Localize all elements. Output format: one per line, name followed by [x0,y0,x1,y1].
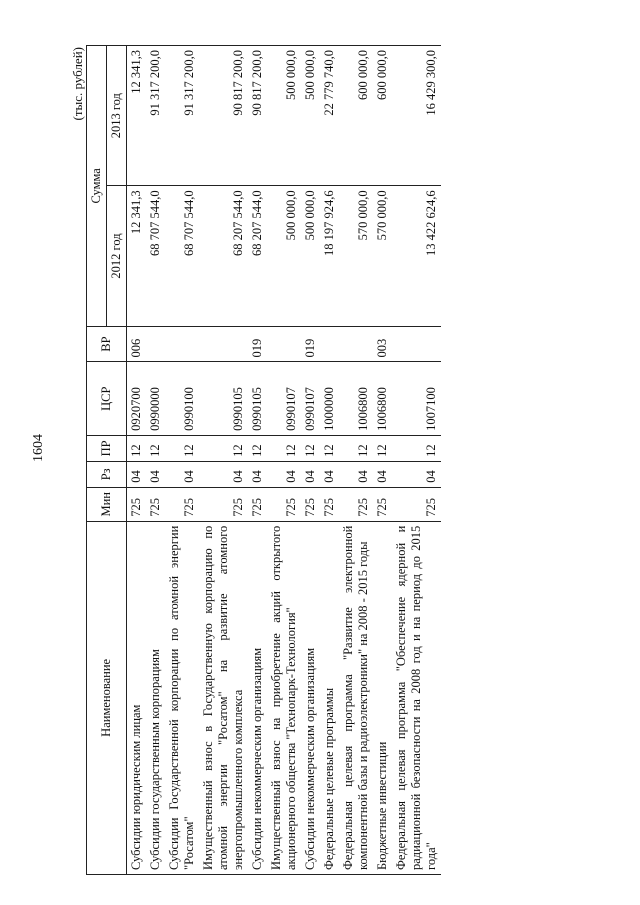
row-vr [199,326,248,362]
table-row [146,46,165,875]
row-pr: 12 [392,435,441,461]
row-2013: 90 817 200,0 [199,46,248,186]
row-rz: 04 [392,461,441,487]
row-vr [320,326,339,362]
header-min: Мин [87,487,127,521]
header-rz: Рз [87,461,127,487]
rotated-page [70,45,590,875]
row-rz: 04 [301,461,320,487]
row-name: Бюджетные инвестиции [373,521,392,874]
table-row [392,46,441,875]
row-rz: 04 [373,461,392,487]
row-2012: 570 000,0 [373,186,392,326]
row-2013: 500 000,0 [301,46,320,186]
row-pr: 12 [146,435,165,461]
row-2013: 91 317 200,0 [146,46,165,186]
row-rz: 04 [339,461,373,487]
row-2012: 570 000,0 [339,186,373,326]
row-min: 725 [392,487,441,521]
header-pr: ПР [87,435,127,461]
row-rz: 04 [248,461,267,487]
row-csr: 0990107 [301,362,320,435]
header-name: Наименование [87,521,127,874]
row-csr: 1006800 [373,362,392,435]
row-2012: 18 197 924,6 [320,186,339,326]
row-csr: 0920700 [127,362,147,435]
header-row [87,46,107,875]
row-min: 725 [267,487,301,521]
row-2012: 68 207 544,0 [248,186,267,326]
table-row [248,46,267,875]
header-2013: 2013 год [107,46,127,186]
page-number: 1604 [31,434,46,462]
row-2013: 16 429 300,0 [392,46,441,186]
row-name: Субсидии юридическим лицам [127,521,147,874]
row-name: Имущественный взнос на приобретение акций открытого акционерного общества "Технопарк-Технология" [267,521,301,874]
row-vr [339,326,373,362]
row-2013: 12 341,3 [127,46,147,186]
row-csr: 1000000 [320,362,339,435]
row-rz: 04 [127,461,147,487]
row-name: Субсидии государственным корпорациям [146,521,165,874]
row-vr: 006 [127,326,147,362]
row-pr: 12 [267,435,301,461]
row-min: 725 [301,487,320,521]
row-2013: 500 000,0 [267,46,301,186]
table-row [267,46,301,875]
row-min: 725 [146,487,165,521]
row-2013: 91 317 200,0 [165,46,199,186]
row-vr [392,326,441,362]
row-min: 725 [339,487,373,521]
row-name: Субсидии некоммерческим организациям [301,521,320,874]
table-row [127,46,147,875]
units-label: (тыс. рублей) [70,47,85,121]
row-2013: 600 000,0 [339,46,373,186]
row-pr: 12 [199,435,248,461]
row-2012: 500 000,0 [301,186,320,326]
row-2013: 22 779 740,0 [320,46,339,186]
header-sum: Сумма [87,46,107,327]
row-2012: 68 707 544,0 [165,186,199,326]
header-2012: 2012 год [107,186,127,326]
row-min: 725 [165,487,199,521]
table-row [301,46,320,875]
row-2012: 13 422 624,6 [392,186,441,326]
row-pr: 12 [339,435,373,461]
row-csr: 0990105 [248,362,267,435]
row-vr [267,326,301,362]
row-rz: 04 [199,461,248,487]
row-min: 725 [199,487,248,521]
row-vr: 019 [301,326,320,362]
row-2012: 500 000,0 [267,186,301,326]
row-name: Субсидии Государственной корпорации по атомной энергии "Росатом" [165,521,199,874]
row-pr: 12 [165,435,199,461]
row-csr: 0990105 [199,362,248,435]
row-csr: 0990000 [146,362,165,435]
row-vr [146,326,165,362]
row-name: Субсидии некоммерческим организациям [248,521,267,874]
table-row [373,46,392,875]
row-pr: 12 [320,435,339,461]
row-pr: 12 [301,435,320,461]
row-name: Федеральные целевые программы [320,521,339,874]
row-csr: 1007100 [392,362,441,435]
row-rz: 04 [320,461,339,487]
row-2012: 68 707 544,0 [146,186,165,326]
row-vr: 019 [248,326,267,362]
row-csr: 0990107 [267,362,301,435]
row-vr [165,326,199,362]
row-min: 725 [373,487,392,521]
row-pr: 12 [127,435,147,461]
row-rz: 04 [146,461,165,487]
table-row [165,46,199,875]
row-2012: 12 341,3 [127,186,147,326]
table-row [199,46,248,875]
row-name: Федеральная целевая программа "Развитие электронной компонентной базы и радиоэлектроники" на 2008 - 2015 годы [339,521,373,874]
row-name: Имущественный взнос в Государственную корпорацию по атомной энергии "Росатом" на развитие атомного энергопромышленного комплекса [199,521,248,874]
row-pr: 12 [373,435,392,461]
row-csr: 1006800 [339,362,373,435]
row-vr: 003 [373,326,392,362]
row-2012: 68 207 544,0 [199,186,248,326]
row-min: 725 [248,487,267,521]
row-2013: 90 817 200,0 [248,46,267,186]
budget-table [86,45,441,875]
header-csr: ЦСР [87,362,127,435]
row-2013: 600 000,0 [373,46,392,186]
header-vr: ВР [87,326,127,362]
table-row [339,46,373,875]
row-csr: 0990100 [165,362,199,435]
row-pr: 12 [248,435,267,461]
row-min: 725 [320,487,339,521]
row-rz: 04 [267,461,301,487]
row-name: Федеральная целевая программа "Обеспечение ядерной и радиационной безопасности на 2008 год и на период до 2015 года" [392,521,441,874]
row-min: 725 [127,487,147,521]
table-row [320,46,339,875]
row-rz: 04 [165,461,199,487]
